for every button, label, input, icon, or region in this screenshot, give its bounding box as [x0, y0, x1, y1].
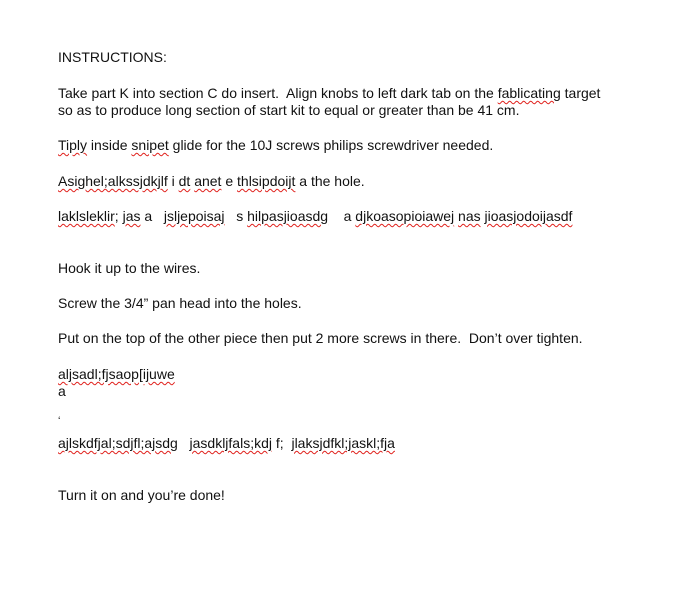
text-run: f;: [272, 435, 292, 451]
text-run: e: [221, 173, 238, 189]
misspelled-word: thlsipdoijt: [237, 173, 296, 189]
misspelled-word: aljsadl;fjsaop[ijuwe: [58, 366, 175, 382]
heading-instructions: INSTRUCTIONS:: [58, 49, 167, 65]
paragraph-6: Screw the 3/4” pan head into the holes.: [58, 295, 302, 311]
text-run: Take part K into section C do insert. Align knobs to left dark tab on the: [58, 85, 498, 101]
misspelled-word: djkoasopioiawej: [355, 208, 455, 224]
misspelled-word: jasdkljfals;kdj: [189, 435, 272, 451]
misspelled-word: jlaksjdfkl;jaskl;fja: [291, 435, 395, 451]
misspelled-word: dt: [178, 173, 191, 189]
paragraph-8-line-2: a: [58, 383, 66, 399]
paragraph-2: [58, 137, 493, 154]
paragraph-5: Hook it up to the wires.: [58, 260, 201, 276]
misspelled-word: nas: [458, 208, 481, 224]
text-run: a: [140, 208, 164, 224]
text-run: s: [224, 208, 248, 224]
paragraph-4: [58, 208, 572, 225]
misspelled-word: hilpasjioasdg: [247, 208, 329, 224]
paragraph-10: Turn it on and you’re done!: [58, 487, 225, 503]
misspelled-word: ajlskdfjal;sdjfl;ajsdg: [58, 435, 178, 451]
paragraph-1-line-2: so as to produce long section of start kit to equal or greater than be 41 cm.: [58, 102, 520, 118]
paragraph-3: [58, 173, 365, 190]
text-run: glide for the 10J screws philips screwdriver needed.: [168, 137, 494, 153]
misspelled-word: fablicating: [497, 85, 561, 101]
misspelled-word: anet: [194, 173, 222, 189]
text-run: ;: [114, 208, 123, 224]
misspelled-word: laklsleklir: [58, 208, 115, 224]
text-run: target: [560, 85, 601, 101]
text-run: i: [167, 173, 179, 189]
misspelled-word: jioasjodoijasdf: [484, 208, 573, 224]
paragraph-7: Put on the top of the other piece then put 2 more screws in there. Don’t over tighten.: [58, 330, 583, 346]
paragraph-8-line-1: [58, 366, 175, 383]
text-run: inside: [87, 137, 132, 153]
misspelled-word: Tiply: [58, 137, 88, 153]
paragraph-1-line-1: [58, 85, 600, 102]
text-run: [178, 435, 190, 451]
stray-quote-mark: ‘: [58, 415, 61, 427]
misspelled-word: jas: [122, 208, 141, 224]
misspelled-word: jsljepoisaj: [163, 208, 225, 224]
misspelled-word: Asighel;alkssjdkjlf: [58, 173, 168, 189]
text-run: a: [328, 208, 356, 224]
misspelled-word: snipet: [131, 137, 169, 153]
paragraph-9: [58, 435, 395, 452]
text-run: a the hole.: [295, 173, 365, 189]
